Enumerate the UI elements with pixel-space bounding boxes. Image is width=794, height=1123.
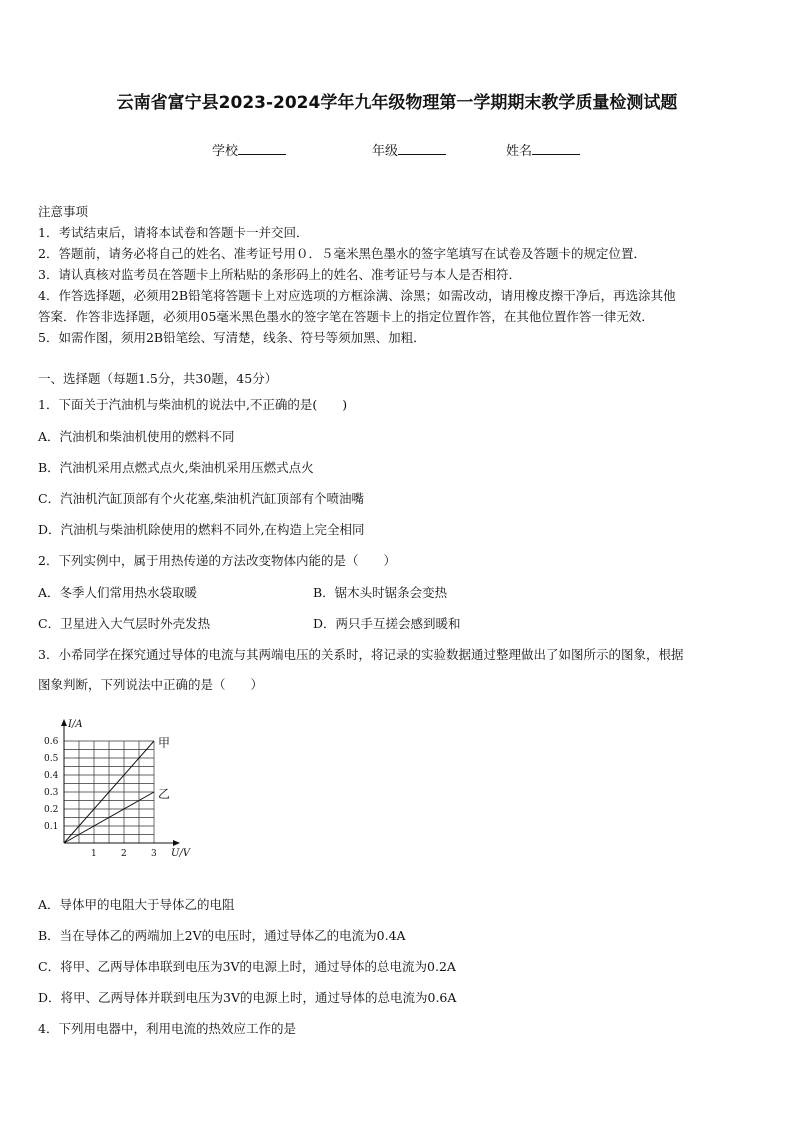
y-tick-label: 0.6 [44, 737, 59, 747]
grade-field[interactable] [372, 140, 446, 159]
q1-option-d[interactable]: D．汽油机与柴油机除使用的燃料不同外,在构造上完全相同 [38, 522, 365, 537]
q3-option-a[interactable]: A．导体甲的电阻大于导体乙的电阻 [38, 897, 235, 912]
question-3-stem-line1: 3．小希同学在探究通过导体的电流与其两端电压的关系时，将记录的实验数据通过整理做出了如图所示的图象，根据 [38, 647, 684, 662]
series-label: 乙 [158, 787, 171, 801]
grade-label: 年级 [372, 144, 399, 159]
q3-option-d[interactable]: D．将甲、乙两导体并联到电压为3V的电源上时，通过导体的总电流为0.6A [38, 990, 457, 1005]
note-item: 答案．作答非选择题，必须用05毫米黑色墨水的签字笔在答题卡上的指定位置作答，在其他位置作答一律无效． [38, 309, 654, 324]
q2-option-c[interactable]: C．卫星进入大气层时外壳发热 [38, 616, 211, 631]
section-heading: 一、选择题（每题1.5分，共30题，45分） [38, 371, 278, 386]
q1-option-b[interactable]: B．汽油机采用点燃式点火,柴油机采用压燃式点火 [38, 460, 314, 475]
question-3-stem-line2: 图象判断，下列说法中正确的是（ ） [38, 677, 264, 692]
school-label: 学校 [212, 144, 239, 159]
x-axis-label: U/V [171, 848, 191, 859]
x-axis-arrow [173, 840, 180, 846]
grade-blank[interactable] [398, 142, 446, 155]
y-tick-label: 0.3 [44, 788, 59, 798]
notes-heading: 注意事项 [38, 204, 89, 219]
question-2-stem: 2．下列实例中，属于用热传递的方法改变物体内能的是（ ） [38, 553, 396, 568]
note-item: 4．作答选择题，必须用2B铅笔将答题卡上对应选项的方框涂满、涂黑；如需改动，请用橡皮擦干净后，再选涂其他 [38, 288, 676, 303]
y-tick-label: 0.2 [44, 805, 59, 815]
student-info-row [0, 140, 794, 160]
current-voltage-chart [38, 716, 208, 864]
question-4-stem: 4．下列用电器中，利用电流的热效应工作的是 [38, 1021, 296, 1036]
name-label: 姓名 [506, 144, 533, 159]
q1-option-c[interactable]: C．汽油机汽缸顶部有个火花塞,柴油机汽缸顶部有个喷油嘴 [38, 491, 365, 506]
q2-option-b[interactable]: B．锯木头时锯条会变热 [313, 585, 448, 600]
y-tick-label: 0.1 [44, 822, 59, 832]
chart-labels [44, 719, 192, 859]
q3-option-c[interactable]: C．将甲、乙两导体串联到电压为3V的电源上时，通过导体的总电流为0.2A [38, 959, 456, 974]
note-item: 5．如需作图，须用2B铅笔绘、写清楚，线条、符号等须加黑、加粗． [38, 330, 426, 345]
school-blank[interactable] [238, 142, 286, 155]
note-item: 3．请认真核对监考员在答题卡上所粘贴的条形码上的姓名、准考证号与本人是否相符． [38, 267, 521, 282]
q2-option-a[interactable]: A．冬季人们常用热水袋取暖 [38, 585, 198, 600]
series-label: 甲 [158, 736, 171, 750]
x-tick-label: 2 [121, 849, 127, 859]
y-axis-label: I/A [68, 719, 83, 730]
note-item: 2．答题前，请务必将自己的姓名、准考证号用０．５毫米黑色墨水的签字笔填写在试卷及答题卡的规定位置． [38, 246, 646, 261]
y-tick-label: 0.4 [44, 771, 59, 781]
y-axis-arrow [61, 719, 67, 726]
y-tick-label: 0.5 [44, 754, 59, 764]
q2-option-d[interactable]: D．两只手互搓会感到暖和 [313, 616, 461, 631]
name-field[interactable] [506, 140, 580, 159]
x-tick-label: 3 [151, 849, 157, 859]
exam-title: 云南省富宁县2023-2024学年九年级物理第一学期期末教学质量检测试题 [116, 93, 678, 113]
note-item: 1．考试结束后，请将本试卷和答题卡一并交回． [38, 225, 309, 240]
q1-option-a[interactable]: A．汽油机和柴油机使用的燃料不同 [38, 429, 235, 444]
x-tick-label: 1 [91, 849, 97, 859]
question-1-stem: 1．下面关于汽油机与柴油机的说法中,不正确的是( ) [38, 397, 348, 412]
school-field[interactable] [212, 140, 286, 159]
name-blank[interactable] [532, 142, 580, 155]
q3-option-b[interactable]: B．当在导体乙的两端加上2V的电压时，通过导体乙的电流为0.4A [38, 928, 406, 943]
